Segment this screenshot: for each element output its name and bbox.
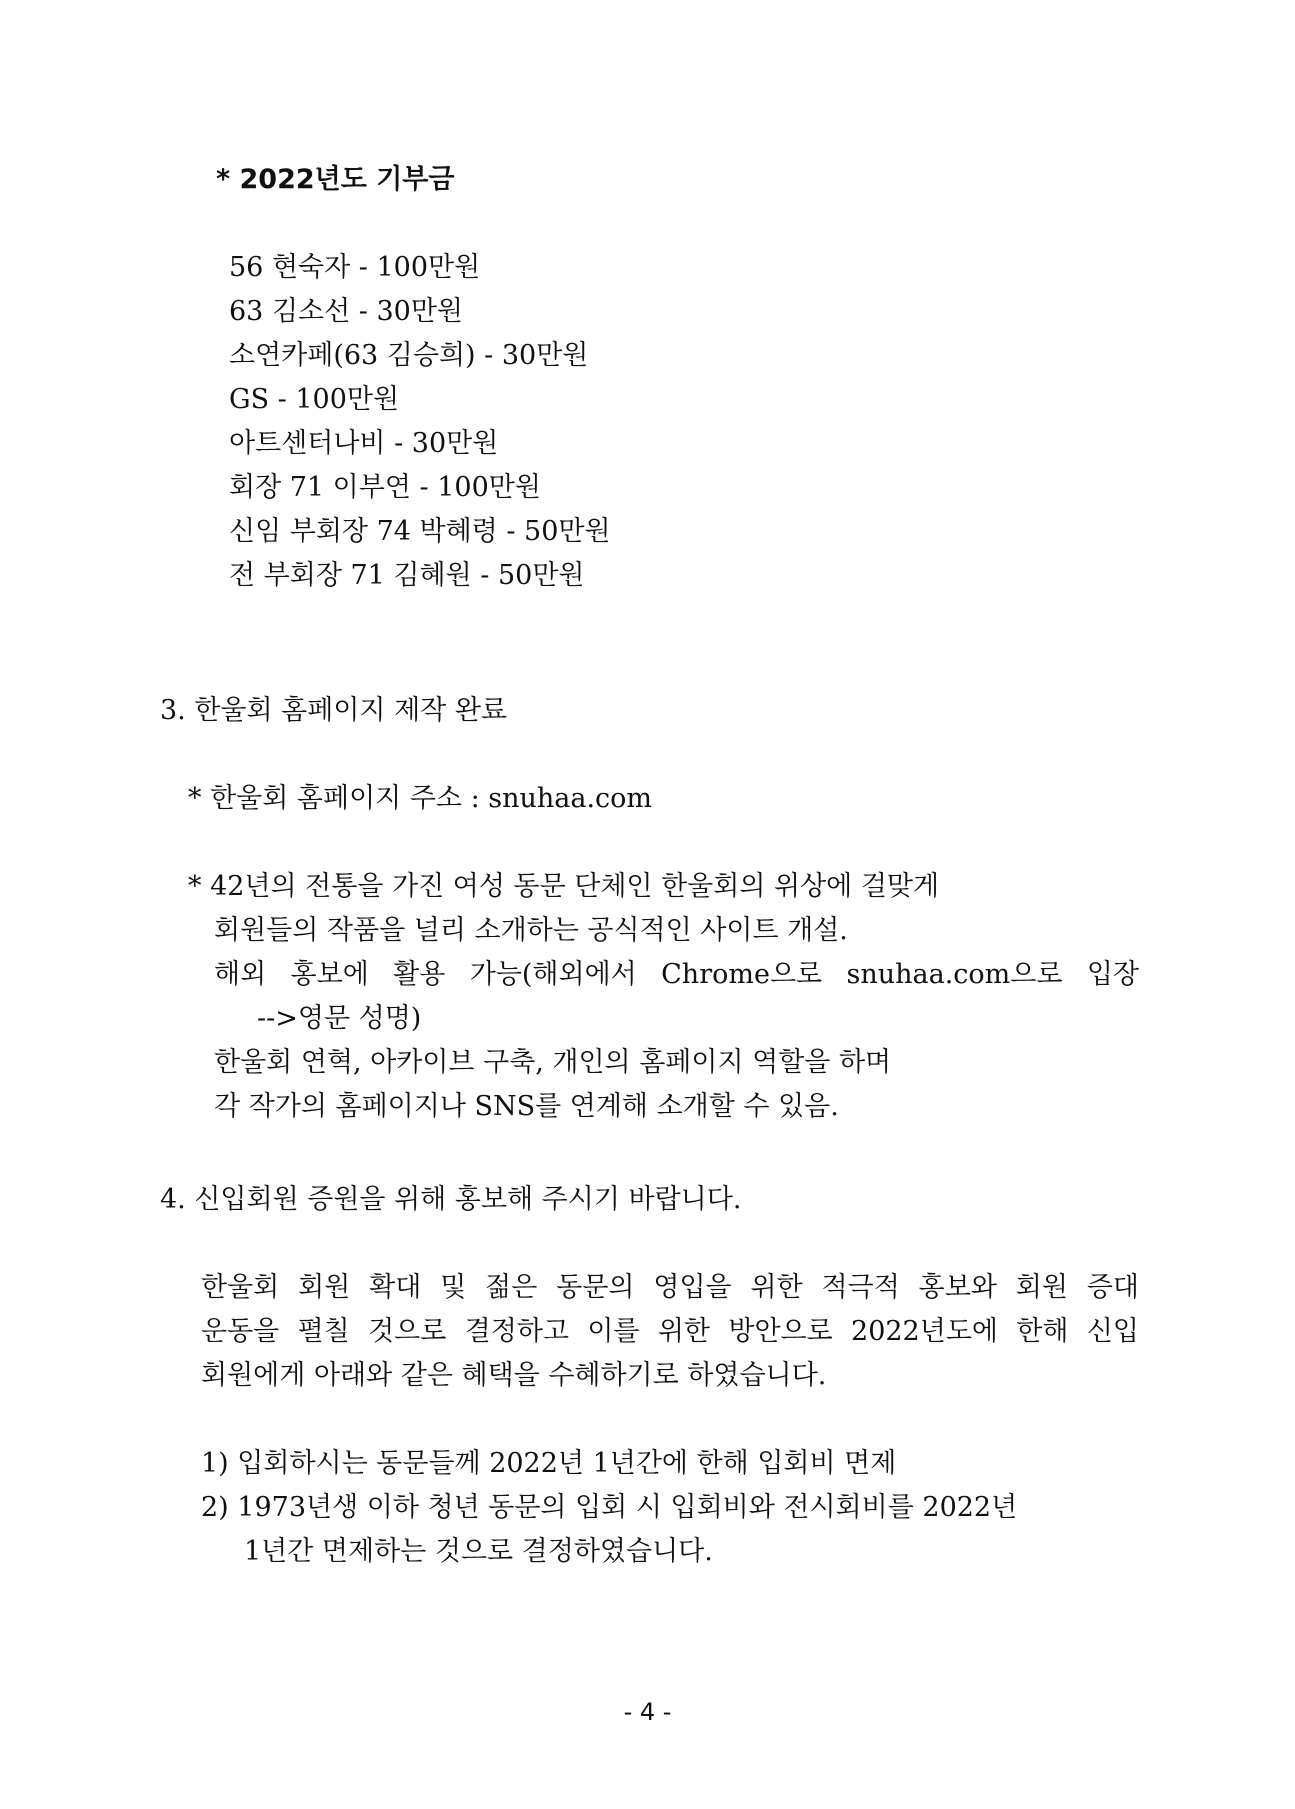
section-3-text-line: 해외 홍보에 활용 가능(해외에서 Chrome으로 snuhaa.com으로 입장 — [214, 959, 1139, 990]
donation-item: 신임 부회장 74 박혜령 - 50만원 — [229, 516, 611, 547]
donation-item: GS - 100만원 — [229, 384, 400, 415]
section-4-paragraph-line: 운동을 펼칠 것으로 결정하고 이를 위한 방안으로 2022년도에 한해 신입 — [201, 1316, 1139, 1347]
section-4-title: 4. 신입회원 증원을 위해 홍보해 주시기 바랍니다. — [160, 1184, 742, 1215]
donations-heading: * 2022년도 기부금 — [216, 164, 455, 195]
homepage-address: * 한울회 홈페이지 주소 : snuhaa.com — [188, 783, 653, 814]
donation-item: 63 김소선 - 30만원 — [229, 296, 463, 327]
donation-item: 전 부회장 71 김혜원 - 50만원 — [229, 560, 585, 591]
donation-item: 56 현숙자 - 100만원 — [229, 252, 481, 283]
section-3-title: 3. 한울회 홈페이지 제작 완료 — [160, 695, 507, 726]
donation-item: 아트센터나비 - 30만원 — [229, 428, 499, 459]
section-3-text-line: * 42년의 전통을 가진 여성 동문 단체인 한울회의 위상에 걸맞게 — [188, 871, 940, 902]
donation-item: 회장 71 이부연 - 100만원 — [229, 472, 541, 503]
benefit-item: 1년간 면제하는 것으로 결정하였습니다. — [244, 1536, 713, 1567]
donation-item: 소연카페(63 김승희) - 30만원 — [229, 340, 589, 371]
section-3-text-line: -->영문 성명) — [257, 1003, 422, 1034]
section-4-paragraph-line: 회원에게 아래와 같은 혜택을 수혜하기로 하였습니다. — [201, 1360, 827, 1391]
section-3-text-line: 한울회 연혁, 아카이브 구축, 개인의 홈페이지 역할을 하며 — [214, 1047, 892, 1078]
page-number: - 4 - — [623, 1698, 672, 1726]
section-3-text-line: 회원들의 작품을 널리 소개하는 공식적인 사이트 개설. — [214, 915, 848, 946]
section-3-text-line: 각 작가의 홈페이지나 SNS를 연계해 소개할 수 있음. — [214, 1091, 839, 1122]
benefit-item: 2) 1973년생 이하 청년 동문의 입회 시 입회비와 전시회비를 2022년 — [201, 1492, 1018, 1523]
section-4-paragraph-line: 한울회 회원 확대 및 젊은 동문의 영입을 위한 적극적 홍보와 회원 증대 — [201, 1272, 1139, 1303]
benefit-item: 1) 입회하시는 동문들께 2022년 1년간에 한해 입회비 면제 — [201, 1448, 897, 1479]
